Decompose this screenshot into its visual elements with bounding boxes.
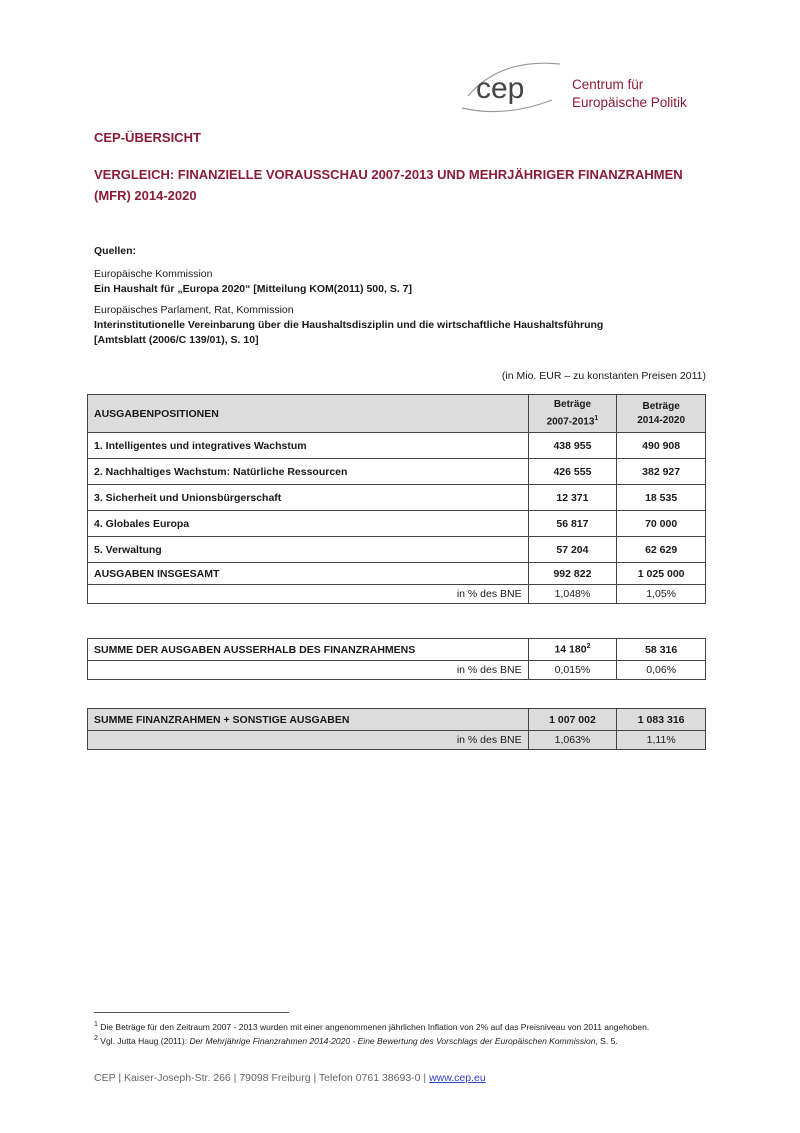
row-value-2014: 62 629 (617, 537, 706, 563)
outside-row (88, 639, 706, 661)
logo-line-1: Centrum für (572, 77, 644, 92)
total-pct-row (88, 585, 706, 604)
row-label: 5. Verwaltung (88, 537, 529, 563)
cep-logo (460, 58, 700, 118)
grand-value-2007: 1 007 002 (528, 709, 617, 731)
header-2014-2020 (617, 395, 706, 433)
footnote-2-title: Der Mehrjährige Finanzrahmen 2014-2020 - Eine Bewertung des Vorschlags der Europäischen Kommission (189, 1035, 596, 1046)
footer-website-link[interactable]: www.cep.eu (429, 1072, 486, 1084)
outside-label: SUMME DER AUSGABEN AUSSERHALB DES FINANZRAHMENS (88, 639, 529, 661)
logo-line-2: Europäische Politik (572, 95, 687, 110)
outside-value-2007-num: 14 180 (554, 643, 587, 656)
grand-pct-2007: 1,063% (528, 731, 617, 750)
footnote-ref-2: 2 (586, 643, 591, 651)
grand-pct-row (88, 731, 706, 750)
footnote-1 (94, 1019, 714, 1033)
outside-framework-table (87, 638, 706, 680)
row-label: 4. Globales Europa (88, 511, 529, 537)
source-item (94, 267, 714, 297)
grand-pct-2014: 1,11% (617, 731, 706, 750)
sources-section (94, 244, 714, 354)
pct-label: in % des BNE (88, 731, 529, 750)
outside-pct-row (88, 661, 706, 680)
logo-mark-text: cep (476, 72, 525, 105)
footnote-1-number: 1 (94, 1021, 98, 1028)
footnote-2 (94, 1033, 714, 1047)
row-value-2014: 382 927 (617, 459, 706, 485)
total-value-2007: 992 822 (528, 563, 617, 585)
source-item (94, 303, 714, 348)
footnote-divider (94, 1012, 289, 1013)
table-row (88, 459, 706, 485)
sources-label: Quellen: (94, 245, 137, 257)
kicker: CEP-ÜBERSICHT (94, 130, 201, 145)
row-value-2007: 426 555 (528, 459, 617, 485)
outside-value-2007 (528, 639, 617, 661)
page-footer (94, 1072, 486, 1084)
total-label: AUSGABEN INSGESAMT (88, 563, 529, 585)
total-value-2014: 1 025 000 (617, 563, 706, 585)
table-row (88, 537, 706, 563)
header-2014-years: 2014-2020 (637, 414, 686, 426)
unit-note: (in Mio. EUR – zu konstanten Preisen 2011) (501, 370, 706, 382)
logo-wordmark (572, 76, 687, 112)
footer-address: CEP | Kaiser-Joseph-Str. 266 | 79098 Freiburg | Telefon 0761 38693-0 | (94, 1072, 430, 1084)
header-2007-years: 2007-2013 (546, 416, 595, 428)
table-row (88, 433, 706, 459)
source-publication: Ein Haushalt für „Europa 2020“ [Mitteilung KOM(2011) 500, S. 7] (94, 283, 412, 295)
source-author: Europäische Kommission (94, 268, 213, 280)
pct-label: in % des BNE (88, 585, 529, 604)
row-label: 1. Intelligentes und integratives Wachstum (88, 433, 529, 459)
total-row (88, 563, 706, 585)
header-2007-label: Beträge (553, 398, 592, 410)
header-2007-2013 (528, 395, 617, 433)
header-2007-period (535, 412, 611, 429)
grand-value-2014: 1 083 316 (617, 709, 706, 731)
table-row (88, 511, 706, 537)
row-value-2007: 12 371 (528, 485, 617, 511)
outside-pct-2014: 0,06% (617, 661, 706, 680)
row-value-2007: 438 955 (528, 433, 617, 459)
header-positions: AUSGABENPOSITIONEN (88, 395, 529, 433)
cep-logo-mark-icon (460, 58, 570, 118)
row-label: 2. Nachhaltiges Wachstum: Natürliche Ressourcen (88, 459, 529, 485)
grand-row (88, 709, 706, 731)
budget-table (87, 394, 706, 604)
footnotes (94, 1019, 714, 1047)
row-value-2007: 56 817 (528, 511, 617, 537)
row-value-2007: 57 204 (528, 537, 617, 563)
pct-label: in % des BNE (88, 661, 529, 680)
source-publication: Interinstitutionelle Vereinbarung über die Haushaltsdisziplin und die wirtschaftliche Haushaltsführung (94, 319, 604, 331)
page-title: VERGLEICH: FINANZIELLE VORAUSSCHAU 2007-2013 UND MEHRJÄHRIGER FINANZRAHMEN (MFR) 2014-2020 (94, 167, 683, 203)
footnote-1-text: Die Beträge für den Zeitraum 2007 - 2013 wurden mit einer angenommenen jährlichen Inflation von 2% auf das Preisniveau von 2011 angehoben. (100, 1021, 650, 1032)
grand-total-table (87, 708, 706, 750)
outside-value-2014: 58 316 (617, 639, 706, 661)
footnote-ref-1: 1 (594, 414, 599, 422)
footnote-2-prefix: Vgl. Jutta Haug (2011): (100, 1035, 190, 1046)
total-pct-2007: 1,048% (528, 585, 617, 604)
source-publication-ref: [Amtsblatt (2006/C 139/01), S. 10] (94, 334, 259, 346)
grand-label: SUMME FINANZRAHMEN + SONSTIGE AUSGABEN (88, 709, 529, 731)
total-pct-2014: 1,05% (617, 585, 706, 604)
table-header-row (88, 395, 706, 433)
row-value-2014: 490 908 (617, 433, 706, 459)
table-row (88, 485, 706, 511)
source-author: Europäisches Parlament, Rat, Kommission (94, 304, 294, 316)
row-value-2014: 70 000 (617, 511, 706, 537)
footnote-2-suffix: , S. 5. (595, 1035, 618, 1046)
row-label: 3. Sicherheit und Unionsbürgerschaft (88, 485, 529, 511)
header-2014-label: Beträge (642, 400, 680, 412)
footnote-2-number: 2 (94, 1034, 98, 1042)
row-value-2014: 18 535 (617, 485, 706, 511)
outside-pct-2007: 0,015% (528, 661, 617, 680)
